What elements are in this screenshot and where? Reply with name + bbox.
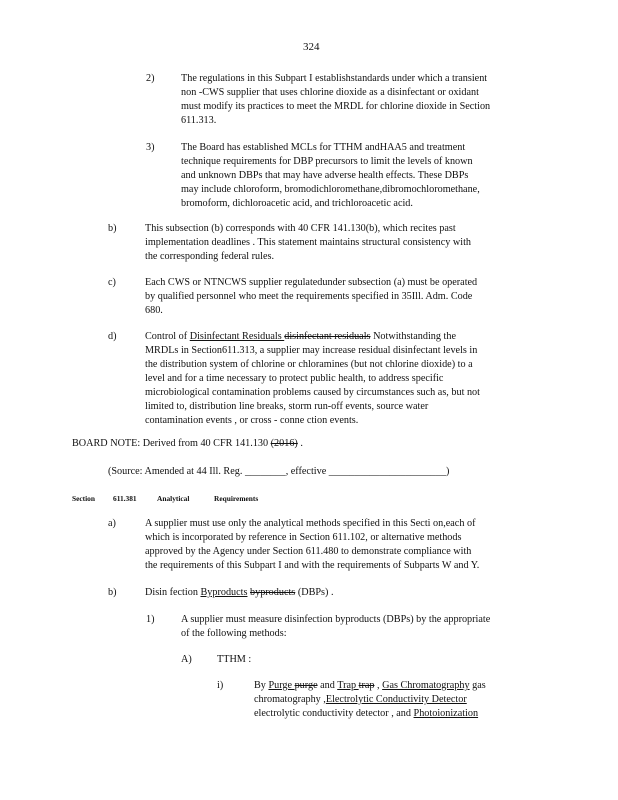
item-i-line: [254, 693, 467, 707]
text: , effective: [285, 466, 329, 477]
board-note: [72, 437, 303, 451]
item-label-i: i): [217, 680, 224, 691]
item-d-line: limited to, distribution line breaks, storm run-off events, source water: [145, 401, 429, 412]
item-a-line: which is incorporated by reference in Section 611.102, or alternative methods: [145, 532, 462, 543]
deleted-text: byproducts: [250, 587, 296, 598]
item-3-line: The Board has established MCLs for TTHM andHAA5 and treatment: [181, 142, 466, 153]
item-c-line: by qualified personnel who meet the requirements specified in 35Ill. Adm. Code: [145, 291, 473, 302]
text: ,: [374, 680, 383, 691]
inserted-text: Trap: [337, 680, 359, 691]
text: chromatography ,: [254, 694, 326, 705]
text: .: [297, 438, 303, 449]
item-a-line: approved by the Agency under Section 611.480 to demonstrate compliance with: [145, 546, 472, 557]
text: ): [445, 466, 450, 477]
item-i-line: [254, 707, 478, 721]
item-a-line: A supplier must use only the analytical methods specified in this Secti on,each of: [145, 518, 476, 529]
item-label-a: a): [108, 518, 116, 529]
item-i-line: [254, 679, 486, 693]
item-2-line: The regulations in this Subpart I establishstandards under which a transient: [181, 73, 488, 84]
item-label-3: 3): [146, 142, 155, 153]
item-label-2: 2): [146, 73, 155, 84]
item-d-line: [145, 330, 456, 344]
inserted-text: Purge: [268, 680, 295, 691]
item-1-line: A supplier must measure disinfection byproducts (DBPs) by the appropriate: [181, 614, 491, 625]
deleted-text: (2016): [270, 438, 298, 449]
item-label-A: A): [181, 654, 192, 665]
item-3-line: technique requirements for DBP precursors to limit the levels of known: [181, 156, 473, 167]
item-d-line: level and for a time necessary to protect public health, to address specific: [145, 373, 444, 384]
text: electrolytic conductivity detector , and: [254, 708, 414, 719]
inserted-text: Electrolytic Conductivity Detector: [325, 694, 467, 705]
item-d-line: MRDLs in Section611.313, a supplier may increase residual disinfectant levels in: [145, 345, 478, 356]
text: (DBPs) .: [295, 587, 334, 598]
item-label-1: 1): [146, 614, 155, 625]
text: and: [317, 680, 338, 691]
text: BOARD NOTE: Derived from 40 CFR 141.130: [72, 438, 271, 449]
deleted-text: trap: [358, 680, 375, 691]
section-heading-subtitle: Requirements: [214, 494, 259, 503]
text: Notwithstanding the: [370, 331, 456, 342]
blank-line: _______________________: [328, 466, 446, 477]
item-3-line: bromoform, dichloroacetic acid, and trichloroacetic acid.: [181, 198, 413, 209]
item-b-line: implementation deadlines . This statement maintains structural consistency with: [145, 237, 472, 248]
item-c-line: Each CWS or NTNCWS supplier regulatedunder subsection (a) must be operated: [145, 277, 478, 288]
item-label-d: d): [108, 331, 117, 342]
deleted-text: purge: [294, 680, 318, 691]
item-2-line: must modify its practices to meet the MRDL for chlorine dioxide in Section: [181, 101, 491, 112]
item-d-line: microbiological contamination problems caused by circumstances such as, but not: [145, 387, 480, 398]
text: By: [254, 680, 269, 691]
item-A-line: TTHM :: [217, 654, 252, 665]
item-c-line: 680.: [145, 305, 163, 316]
item-b-line: This subsection (b) corresponds with 40 CFR 141.130(b), which recites past: [145, 223, 456, 234]
text: Disin fection: [145, 587, 201, 598]
item-label-b2: b): [108, 587, 117, 598]
item-label-b: b): [108, 223, 117, 234]
item-a-line: the requirements of this Subpart I and with the requirements of Subparts W and Y.: [145, 560, 480, 571]
item-2-line: non -CWS supplier that uses chlorine dioxide as a disinfectant or oxidant: [181, 87, 479, 98]
item-3-line: may include chloroform, bromodichloromethane,dibromochloromethane,: [181, 184, 480, 195]
text: Control of: [145, 331, 190, 342]
text: (Source: Amended at 44 Ill. Reg.: [108, 466, 245, 477]
blank-line: ________: [244, 466, 286, 477]
text: gas: [469, 680, 486, 691]
item-3-line: and unknown DBPs that may have adverse health effects. These DBPs: [181, 170, 469, 181]
inserted-text: Disinfectant Residuals: [189, 331, 285, 342]
inserted-text: Gas Chromatography: [382, 680, 470, 691]
page-number: 324: [303, 41, 320, 53]
section-heading-label: Section: [72, 494, 95, 503]
section-heading-title: Analytical: [157, 494, 190, 503]
inserted-text: Byproducts: [200, 587, 248, 598]
item-label-c: c): [108, 277, 116, 288]
item-b2-line: [145, 586, 334, 600]
inserted-text: Photoionization: [413, 708, 479, 719]
item-d-line: the distribution system of chlorine or chloramines (but not chlorine dioxide) to a: [145, 359, 473, 370]
section-heading-number: 611.381: [113, 494, 137, 503]
item-1-line: of the following methods:: [181, 628, 287, 639]
item-d-line: contamination events , or cross - conne ction events.: [145, 415, 359, 426]
source-note: [108, 465, 449, 479]
deleted-text: disinfectant residuals: [284, 331, 371, 342]
item-2-line: 611.313.: [181, 115, 217, 126]
item-b-line: the corresponding federal rules.: [145, 251, 274, 262]
